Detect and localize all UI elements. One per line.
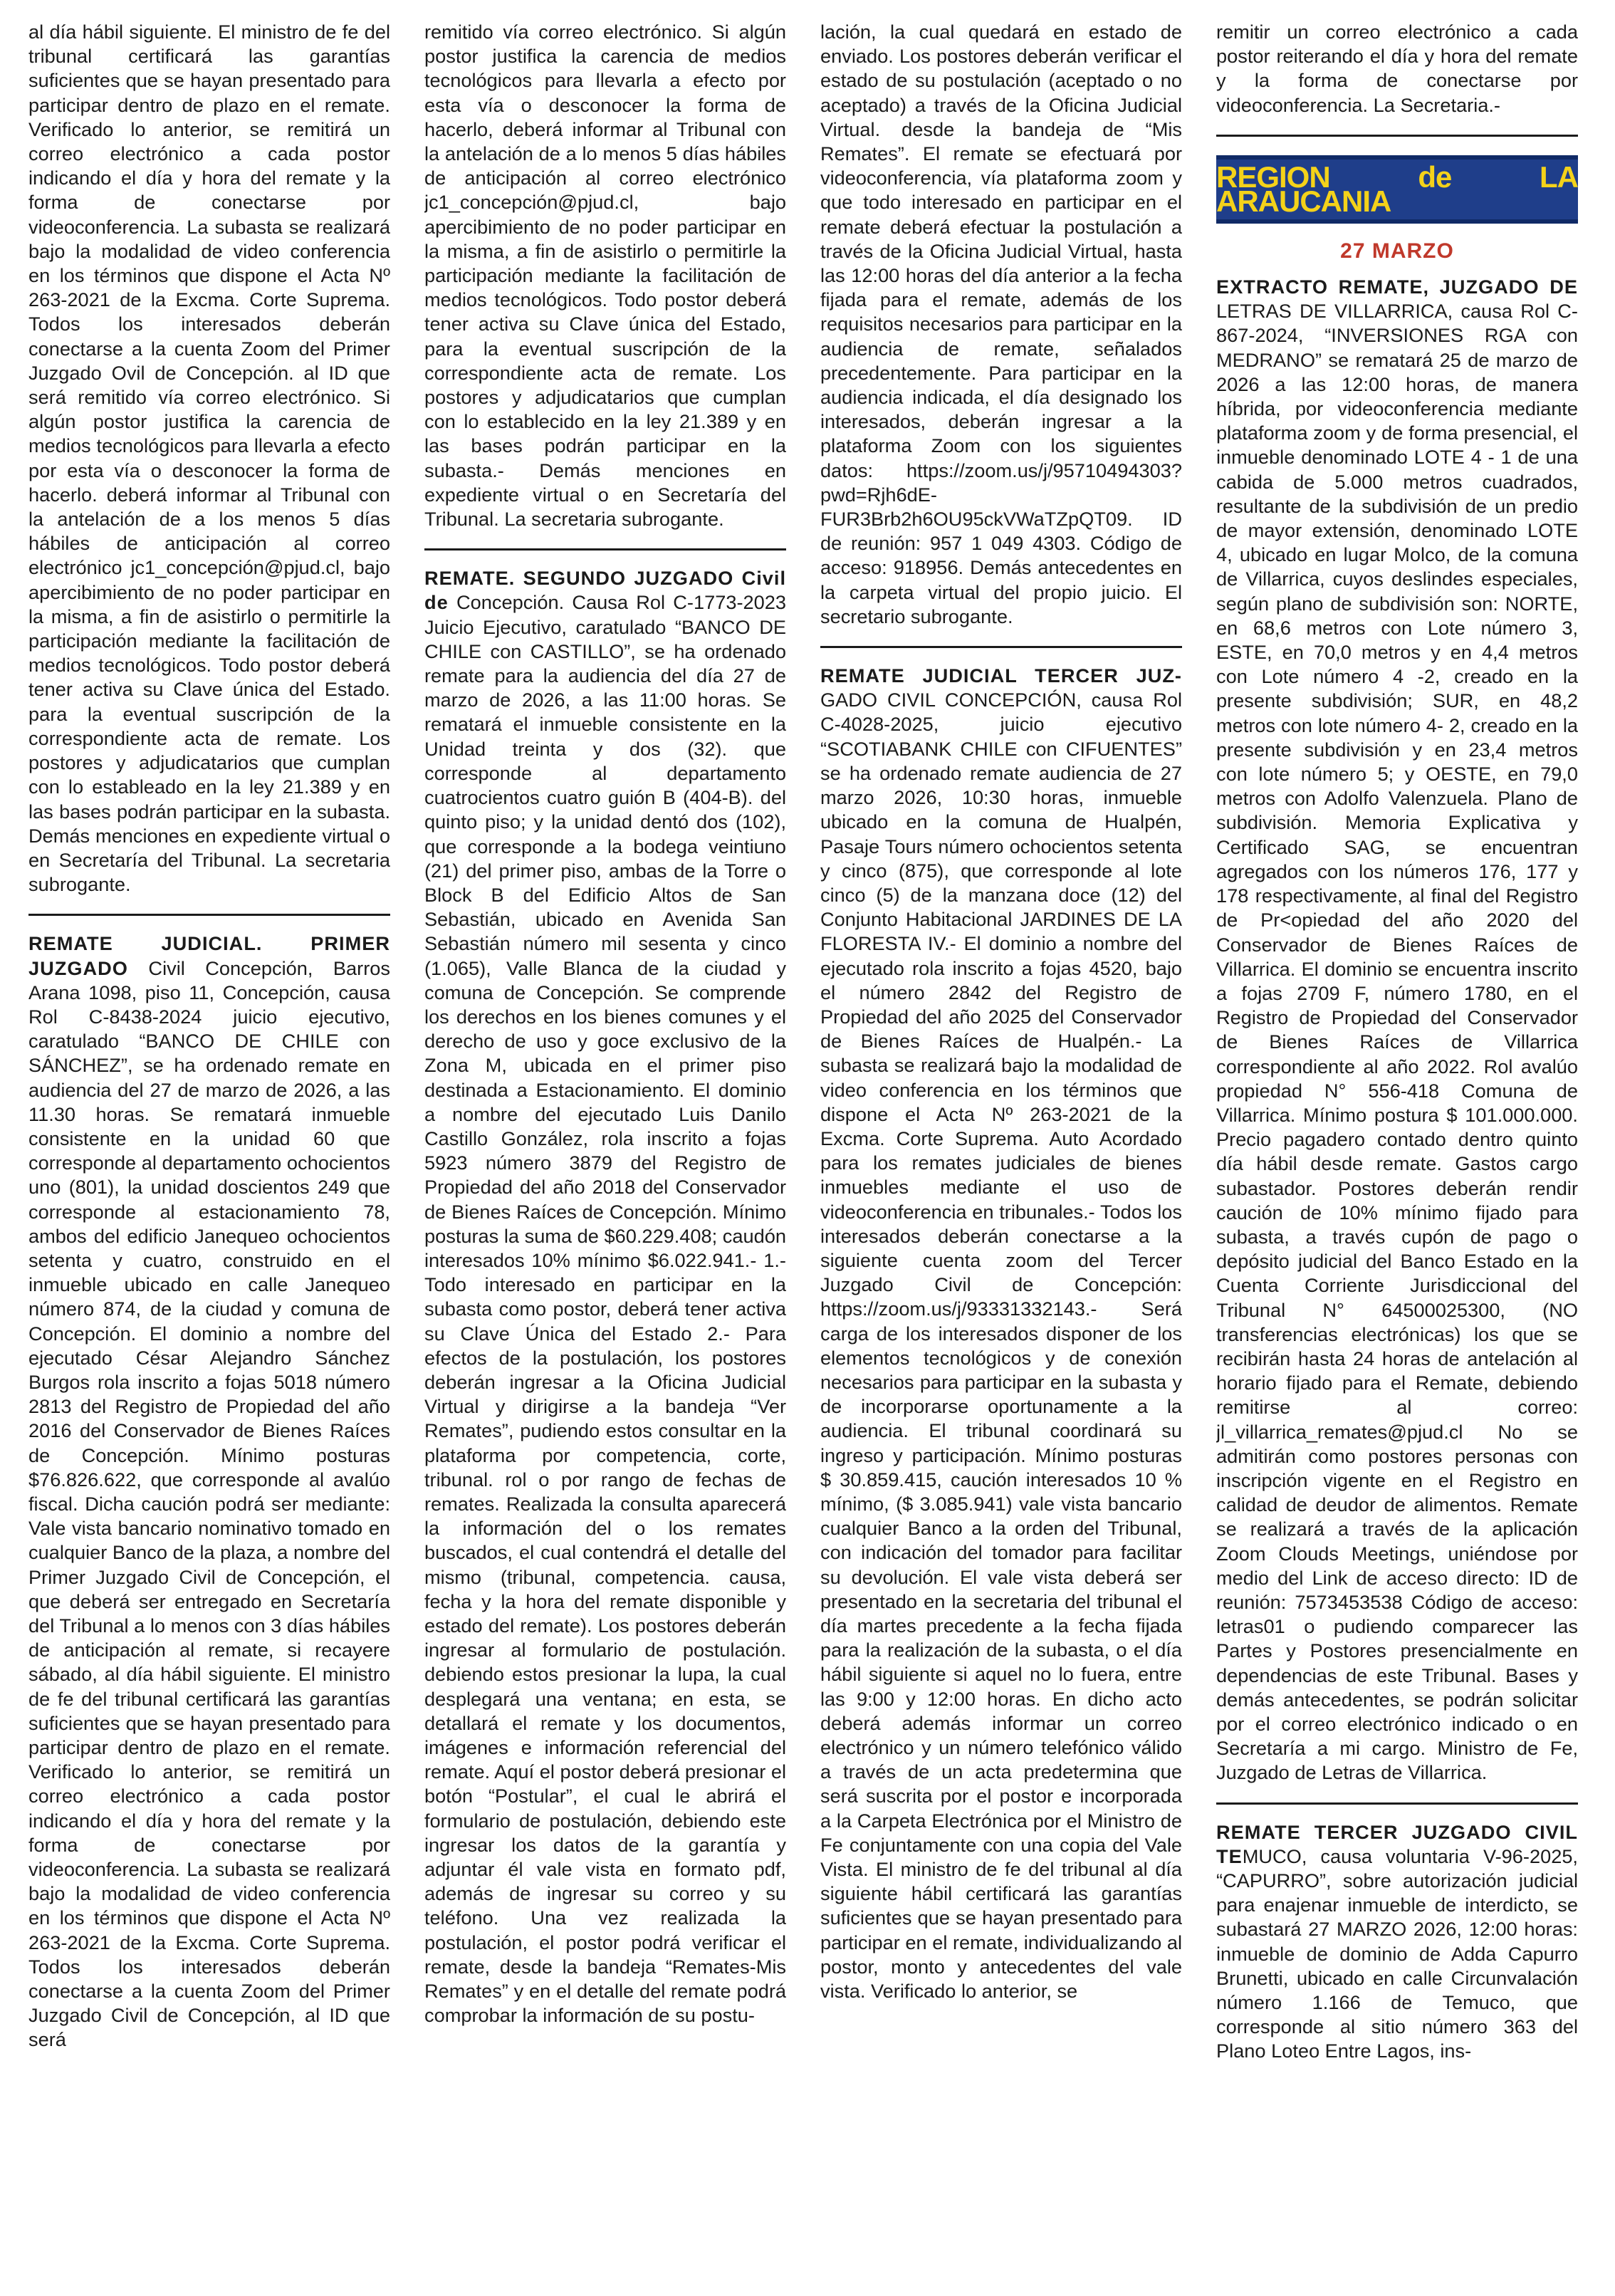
notice-body: lación, la cual quedará en estado de enviado. Los postores deberán verificar el estado de su postulación (aceptado o no aceptado) a través de la Oficina Judicial Virtual. desde la bandeja de “Mis Remates”. El remate se efectuará por videoconferencia, vía plataforma zoom y que todo interesado en participar en el remate deberá efectuar la postulación a través de la Oficina Judicial Virtual, hasta las 12:00 horas del día anterior a la fecha fijada para el remate, además de los requisitos necesarios para participar en la audiencia de remate, señalados precedentemente. Para participar en la audiencia indicada, el día designado los interesados, deberán ingresar a la plataforma Zoom con los siguientes datos: https://zoom.us/j/95710494303?pwd=Rjh6dE-FUR3Brb2h6OU95ckVWaTZpQT09. ID de reunión: 957 1 049 4303. Código de acceso: 918956. Demás antecedentes en la carpeta virtual del propio juicio. El secretario subrogante. [820,21,1182,627]
region-banner [1216,155,1578,224]
notice-body: LETRAS DE VILLARRICA, causa Rol C-867-2024, “INVERSIONES RGA con MEDRANO” se rematará 25 de marzo de 2026 a las 12:00 horas, de manera híbrida, por videoconferencia mediante plataforma zoom y de forma presencial, el inmueble denominado LOTE 4 - 1 de una cabida de 5.000 metros cuadrados, resultante de la subdivisión de un predio de mayor extensión, denominado LOTE 4, ubicado en lugar Molco, de la comuna de Villarrica, cuyos deslindes especiales, según plano de subdivisión son: NORTE, en 68,6 metros con Lote número 3, ESTE, en 70,0 metros y en 4,4 metros con Lote número 4 -2, creado en la presente subdivisión; SUR, en 48,2 metros con lote número 4- 2, creado en la presente subdivisión y en 23,4 metros con lote número 5; y OESTE, en 79,0 metros con Adolfo Valenzuela. Plano de subdivisión. Memoria Explicativa y Certificado SAG, se encuentran agregados con los números 176, 177 y 178 respectivamente, al final del Registro de Pr<opiedad del año 2020 del Conservador de Bienes Raíces de Villarrica. El dominio se encuentra inscrito a fojas 2709 F, número 1780, en el Registro de Propiedad del Conservador de Bienes Raíces de Villarrica correspondiente al año 2022. Rol avalúo propiedad N° 556-418 Comuna de Villarrica. Mínimo postura $ 101.000.000. Precio pagadero contado dentro quinto día hábil desde remate. Gastos cargo subastador. Postores deberán rendir caución de 10% mínimo fijado para subasta, a través cupón de pago o depósito judicial del Banco Estado en la Cuenta Corriente Jurisdiccional del Tribunal N° 64500025300, (NO transferencias electrónicas) los que se recibirán hasta 24 horas de antelación al horario fijado para el Remate, debiendo remitirse al correo: jl_villarrica_remates@pjud.cl No se admitirán como postores personas con inscripción vigente en el Registro en calidad de deudor de alimentos. Remate se realizará a través de la aplicación Zoom Clouds Meetings, uniéndose por medio del Link de acceso directo: ID de reunión: 7573453538 Código de acceso: letras01 o pudiendo comparecer las Partes y Postores presencialmente en dependencias de este Tribunal. Bases y demás antecedentes, se podrán solicitar por el correo electrónico indicado o en Secretaría a mi cargo. Ministro de Fe, Juzgado de Letras de Villarrica. [1216,300,1578,1784]
column-4 [1216,20,1578,2292]
notice-divider [1216,1802,1578,1805]
notice-divider [424,548,786,550]
notice-body: remitido vía correo electrónico. Si algún postor justifica la carencia de medios tecnológicos para llevarla a efecto por esta vía o desconocer la forma de hacerlo, deberá informar al Tribunal con la antelación de a lo menos 5 días hábiles de anticipación al correo electrónico jc1_concepción@pjud.cl, bajo apercibimiento de no poder participar en la misma, a fin de asistirlo o permitirle la participación mediante la facilitación de medios tecnológicos. Todo postor deberá tener activa su Clave única del Estado, para la eventual suscripción de la correspondiente acta de remate. Los postores y adjudicatarios que cumplan con lo establecido en la ley 21.389 y en las bases podrán participar en la subasta.- Demás menciones en expediente virtual o en Secretaría del Tribunal. La secretaria subrogante. [424,21,786,531]
region-banner-title: REGION de LA ARAUCANIA [1216,160,1578,218]
notice-lead: REMATE TERCER JUZGADO CIVIL TE [1216,1820,1578,1867]
notice-remate-temuco [1216,1820,1578,2064]
notice-remate-segundo-juzgado [424,566,786,2028]
notice-continuation [820,20,1182,629]
notice-lead: EXTRACTO REMATE, JUZGADO DE [1216,276,1578,298]
notice-lead: REMATE JUDICIAL TERCER JUZ- [820,664,1182,687]
column-3 [820,20,1182,2292]
notice-body: remitir un correo electrónico a cada postor reiterando el día y hora del remate y la forma de conectarse por videoconferencia. La Secretaria.- [1216,21,1578,116]
notice-divider [820,646,1182,648]
notice-body: Civil Concepción, Barros Arana 1098, piso 11, Concepción, causa Rol C-8438-2024 juicio ejecutivo, caratulado “BANCO DE CHILE con SÁNCHEZ”, se ha ordenado remate en audiencia del 27 de marzo de 2026, a las 11.30 horas. Se rematará inmueble consistente en la unidad 60 que corresponde al departamento ochocientos uno (801), la unidad doscientos 249 que corresponde al estacionamiento 78, ambos del edificio Janequeo ochocientos setenta y cuatro, construido en el inmueble ubicado en calle Janequeo número 874, de la ciudad y comuna de Concepción. El dominio a nombre del ejecutado César Alejandro Sánchez Burgos rola inscrito a fojas 5018 número 2813 del Registro de Propiedad del año 2016 del Conservador de Bienes Raíces de Concepción. Mínimo posturas $76.826.622, que corresponde al avalúo fiscal. Dicha caución podrá ser mediante: Vale vista bancario nominativo tomado en cualquier Banco de la plaza, a nombre del Primer Juzgado Civil de Concepción, el que deberá ser entregado en Secretaría del Tribunal a lo menos con 3 días hábiles de anticipación al remate, si recayere sábado, al día hábil siguiente. El ministro de fe del tribunal certificará las garantías suficientes que se hayan presentado para participar dentro de plazo en el remate. Verificado lo anterior, se remitirá un correo electrónico a cada postor indicando el día y hora del remate y la forma de conectarse por videoconferencia. La subasta se realizará bajo la modalidad de video conferencia en los términos que dispone el Acta Nº 263-2021 de la Excma. Corte Suprema. Todos los interesados deberán conectarse a la cuenta Zoom del Primer Juzgado Civil de Concepción, al ID que será [28,956,390,2051]
notice-body: GADO CIVIL CONCEPCIÓN, causa Rol C-4028-2025, juicio ejecutivo “SCOTIABANK CHILE con CIFUENTES” se ha ordenado remate audiencia de 27 marzo 2026, 10:30 horas, inmueble ubicado en la comuna de Hualpén, Pasaje Tours número ochocientos setenta y cinco (875), que corresponde al lote cinco (5) de la manzana doce (12) del Conjunto Habitacional JARDINES DE LA FLORESTA IV.- El dominio a nombre del ejecutado rola inscrito a fojas 4520, bajo el número 2842 del Registro de Propiedad del año 2025 del Conservador de Bienes Raíces de Hualpén.- La subasta se realizará bajo la modalidad de video conferencia en los términos que dispone el Acta Nº 263-2021 de la Excma. Corte Suprema. Auto Acordado para los remates judiciales de bienes inmuebles mediante el uso de videoconferencia en tribunales.- Todos los interesados deberán conectarse a la siguiente cuenta zoom del Tercer Juzgado Civil de Concepción: https://zoom.us/j/93331332143.- Será carga de los interesados disponer de los elementos tecnológicos y de conexión necesarios para participar en la subasta y de incorporarse oportunamente a la audiencia. El tribunal coordinará su ingreso y participación. Mínimo posturas $ 30.859.415, caución interesados 10 % mínimo, ($ 3.085.941) vale vista bancario cualquier Banco a la orden del Tribunal, con indicación del tomador para facilitar su devolución. El vale vista deberá ser presentado en la secretaria del tribunal el día martes precedente a la fecha fijada para la realización de la subasta, o el día hábil siguiente si aquel no lo fuera, entre las 9:00 y 12:00 horas. En dicho acto deberá además informar un correo electrónico y un número telefónico válido a través de un acta predetermina que será suscrita por el postor e incorporada a la Carpeta Electrónica por el Ministro de Fe conjuntamente con una copia del Vale Vista. El ministro de fe del tribunal al día siguiente hábil certificará las garantías suficientes que se hayan presentado para participar en el remate, individualizando al postor, monto y antecedentes del vale vista. Verificado lo anterior, se [820,689,1182,2003]
notice-remate-tercer-juzgado-concepcion [820,664,1182,2003]
notice-continuation [1216,20,1578,118]
notice-body: MUCO, causa voluntaria V-96-2025, “CAPURRO”, sobre autorización judicial para enajenar inmueble de interdicto, se subastará 27 MARZO 2026, 12:00 horas: inmueble de dominio de Adda Capurro Brunetti, ubicado en calle Circunvalación número 1.166 de Temuco, que corresponde al sitio número 363 del Plano Loteo Entre Lagos, ins- [1216,1844,1578,2062]
notice-divider [1216,135,1578,137]
notice-lead: REMATE JUDICIAL. PRIMER JUZGADO [28,932,390,979]
notice-body: Concepción. Causa Rol C-1773-2023 Juicio Ejecutivo, caratulado “BANCO DE CHILE con CASTILLO”, se ha ordenado remate para la audiencia del día 27 de marzo de 2026, a las 11:00 horas. Se rematará el inmueble consistente en la Unidad treinta y dos (32). que corresponde al departamento cuatrocientos cuatro guión B (404-B). del quinto piso; y la unidad dentó dos (102), que corresponde a la bodega veintiuno (21) del primer piso, ambas de la Torre o Block B del Edificio Altos de San Sebastián, ubicado en Avenida San Sebastián número mil sesenta y cinco (1.065), Valle Blanca de la ciudad y comuna de Concepción. Se comprende los derechos en los bienes comunes y el derecho de uso y goce exclusivo de la Zona M, ubicada en el primer piso destinada a Estacionamiento. El dominio a nombre del ejecutado Luis Danilo Castillo González, rola inscrito a fojas 5923 número 3879 del Registro de Propiedad del año 2018 del Conservador de Bienes Raíces de Concepción. Mínimo posturas la suma de $60.229.408; caudón interesados 10% mínimo $6.022.941.- 1.-Todo interesado en participar en la subasta como postor, deberá tener activa su Clave Única del Estado 2.- Para efectos de la postulación, los postores deberán ingresar a la Oficina Judicial Virtual y dirigirse a la bandeja “Ver Remates”, pudiendo estos consultar en la plataforma por competencia, corte, tribunal. rol o por rango de fechas de remates. Realizada la consulta aparecerá la información del o los remates buscados, el cual contendrá el detalle del mismo (tribunal, competencia. causa, fecha y la hora del remate disponible y estado del remate). Los postores deberán ingresar al formulario de postulación. debiendo estos presionar la lupa, la cual desplegará una ventana; en esta, se detallará el remate y los documentos, imágenes e información referencial del remate. Aquí el postor deberá presionar el botón “Postular”, el cual le abrirá el formulario de postulación, debiendo este ingresar los datos de la garantía y adjuntar él vale vista en formato pdf, además de ingresar su correo y su teléfono. Una vez realizada la postulación, el postor podrá verificar el remate, desde la bandeja “Remates-Mis Remates” y en el detalle del remate podrá comprobar la información de su postu- [424,591,786,2027]
column-2 [424,20,786,2292]
notice-remate-primer-juzgado [28,932,390,2052]
date-heading: 27 MARZO [1340,239,1454,263]
notice-extracto-villarrica [1216,275,1578,1785]
column-1 [28,20,390,2292]
notice-body: al día hábil siguiente. El ministro de fe del tribunal certificará las garantías suficientes que se hayan presentado para participar dentro de plazo en el remate. Verificado lo anterior, se remitirá un correo electrónico a cada postor indicando el día y hora del remate y la forma de conectarse por videoconferencia. La subasta se realizará bajo la modalidad de video conferencia en los términos que dispone el Acta Nº 263-2021 de la Excma. Corte Suprema. Todos los interesados deberán conectarse a la cuenta Zoom del Primer Juzgado Ovil de Concepción. al ID que será remitido vía correo electrónico. Si algún postor justifica la carencia de medios tecnológicos para llevarla a efecto por esta vía o desconocer la forma de hacerlo. deberá informar al Tribunal con la antelación de a los menos 5 días hábiles de anticipación al correo electrónico jc1_concepción@pjud.cl, bajo apercibimiento de no poder participar en la misma, a fin de asistirlo o permitirle la participación mediante la facilitación de medios tecnológicos. Todo postor deberá tener activa su Clave única del Estado. para la eventual suscripción de la correspondiente acta de remate. Los postores y adjudicatarios que cumplan con lo estableado en la ley 21.389 y en las bases podrán participar en la subasta. Demás menciones en expediente virtual o en Secretaría del Tribunal. La secretaria subrogante. [28,21,390,896]
notice-divider [28,914,390,916]
notice-lead: REMATE. SEGUNDO JUZGADO Civil de [424,567,786,614]
notice-continuation [424,20,786,531]
notice-continuation [28,20,390,897]
